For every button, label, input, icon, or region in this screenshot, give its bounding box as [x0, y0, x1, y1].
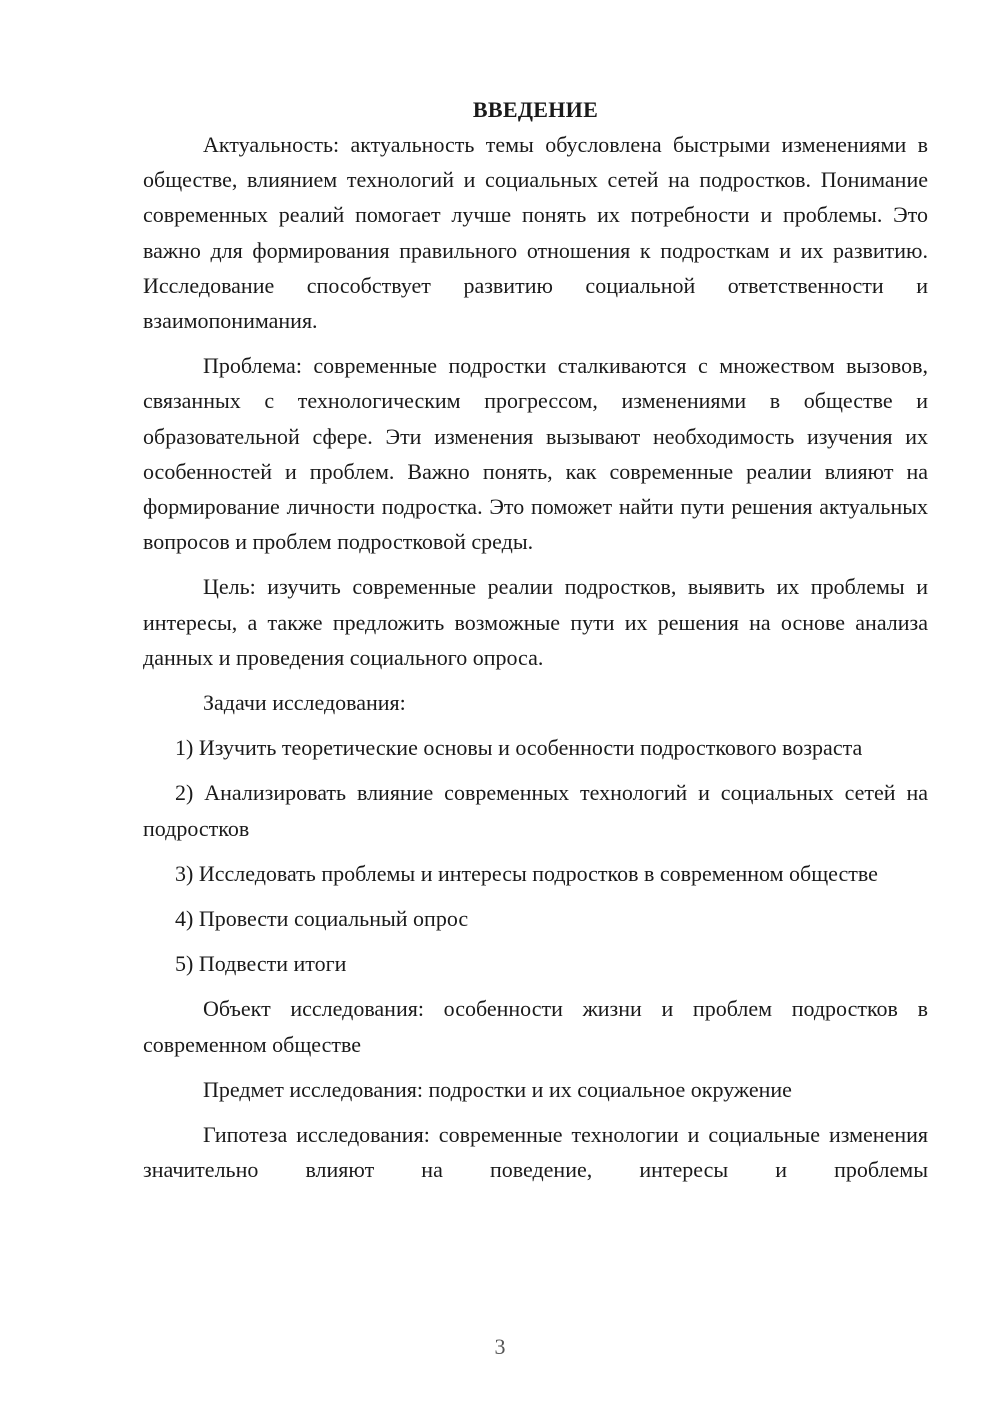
tasks-heading: Задачи исследования:	[203, 690, 406, 716]
problem-paragraph: Проблема: современные подростки сталкиваются с множеством вызовов, связанных с технологическим прогрессом, изменениями в обществе и образовательной сфере. Эти изменения вызывают необходимость изучения их особенностей и проблем. Важно понять, как современные реалии влияют на формирование личности подростка. Это поможет найти пути решения актуальных вопросов и проблем подростковой среды.	[143, 353, 928, 555]
hypothesis-paragraph: Гипотеза исследования: современные технологии и социальные изменения значительно влияют на поведение, интересы и проблемы	[143, 1122, 928, 1183]
task-item-1: 1) Изучить теоретические основы и особенности подросткового возраста	[175, 735, 863, 761]
section-title: ВВЕДЕНИЕ	[472, 97, 599, 122]
task-item-5: 5) Подвести итоги	[175, 951, 347, 977]
task-item-2: 2) Анализировать влияние современных технологий и социальных сетей на подростков	[143, 780, 928, 841]
document-page	[143, 92, 928, 1187]
task-item-4: 4) Провести социальный опрос	[175, 906, 469, 932]
page-number: 3	[494, 1334, 506, 1359]
goal-paragraph: Цель: изучить современные реалии подростков, выявить их проблемы и интересы, а также предложить возможные пути их решения на основе анализа данных и проведения социального опроса.	[143, 574, 928, 670]
task-item-3: 3) Исследовать проблемы и интересы подростков в современном обществе	[175, 860, 878, 886]
object-paragraph: Объект исследования: особенности жизни и проблем подростков в современном обществе	[143, 996, 928, 1057]
subject-paragraph: Предмет исследования: подростки и их социальное окружение	[203, 1076, 792, 1102]
relevance-paragraph: Актуальность: актуальность темы обусловлена быстрыми изменениями в обществе, влиянием технологий и социальных сетей на подростков. Понимание современных реалий помогает лучше понять их потребности и проблемы. Это важно для формирования правильного отношения к подросткам и их развитию. Исследование способствует развитию социальной ответственности и взаимопонимания.	[143, 132, 928, 334]
